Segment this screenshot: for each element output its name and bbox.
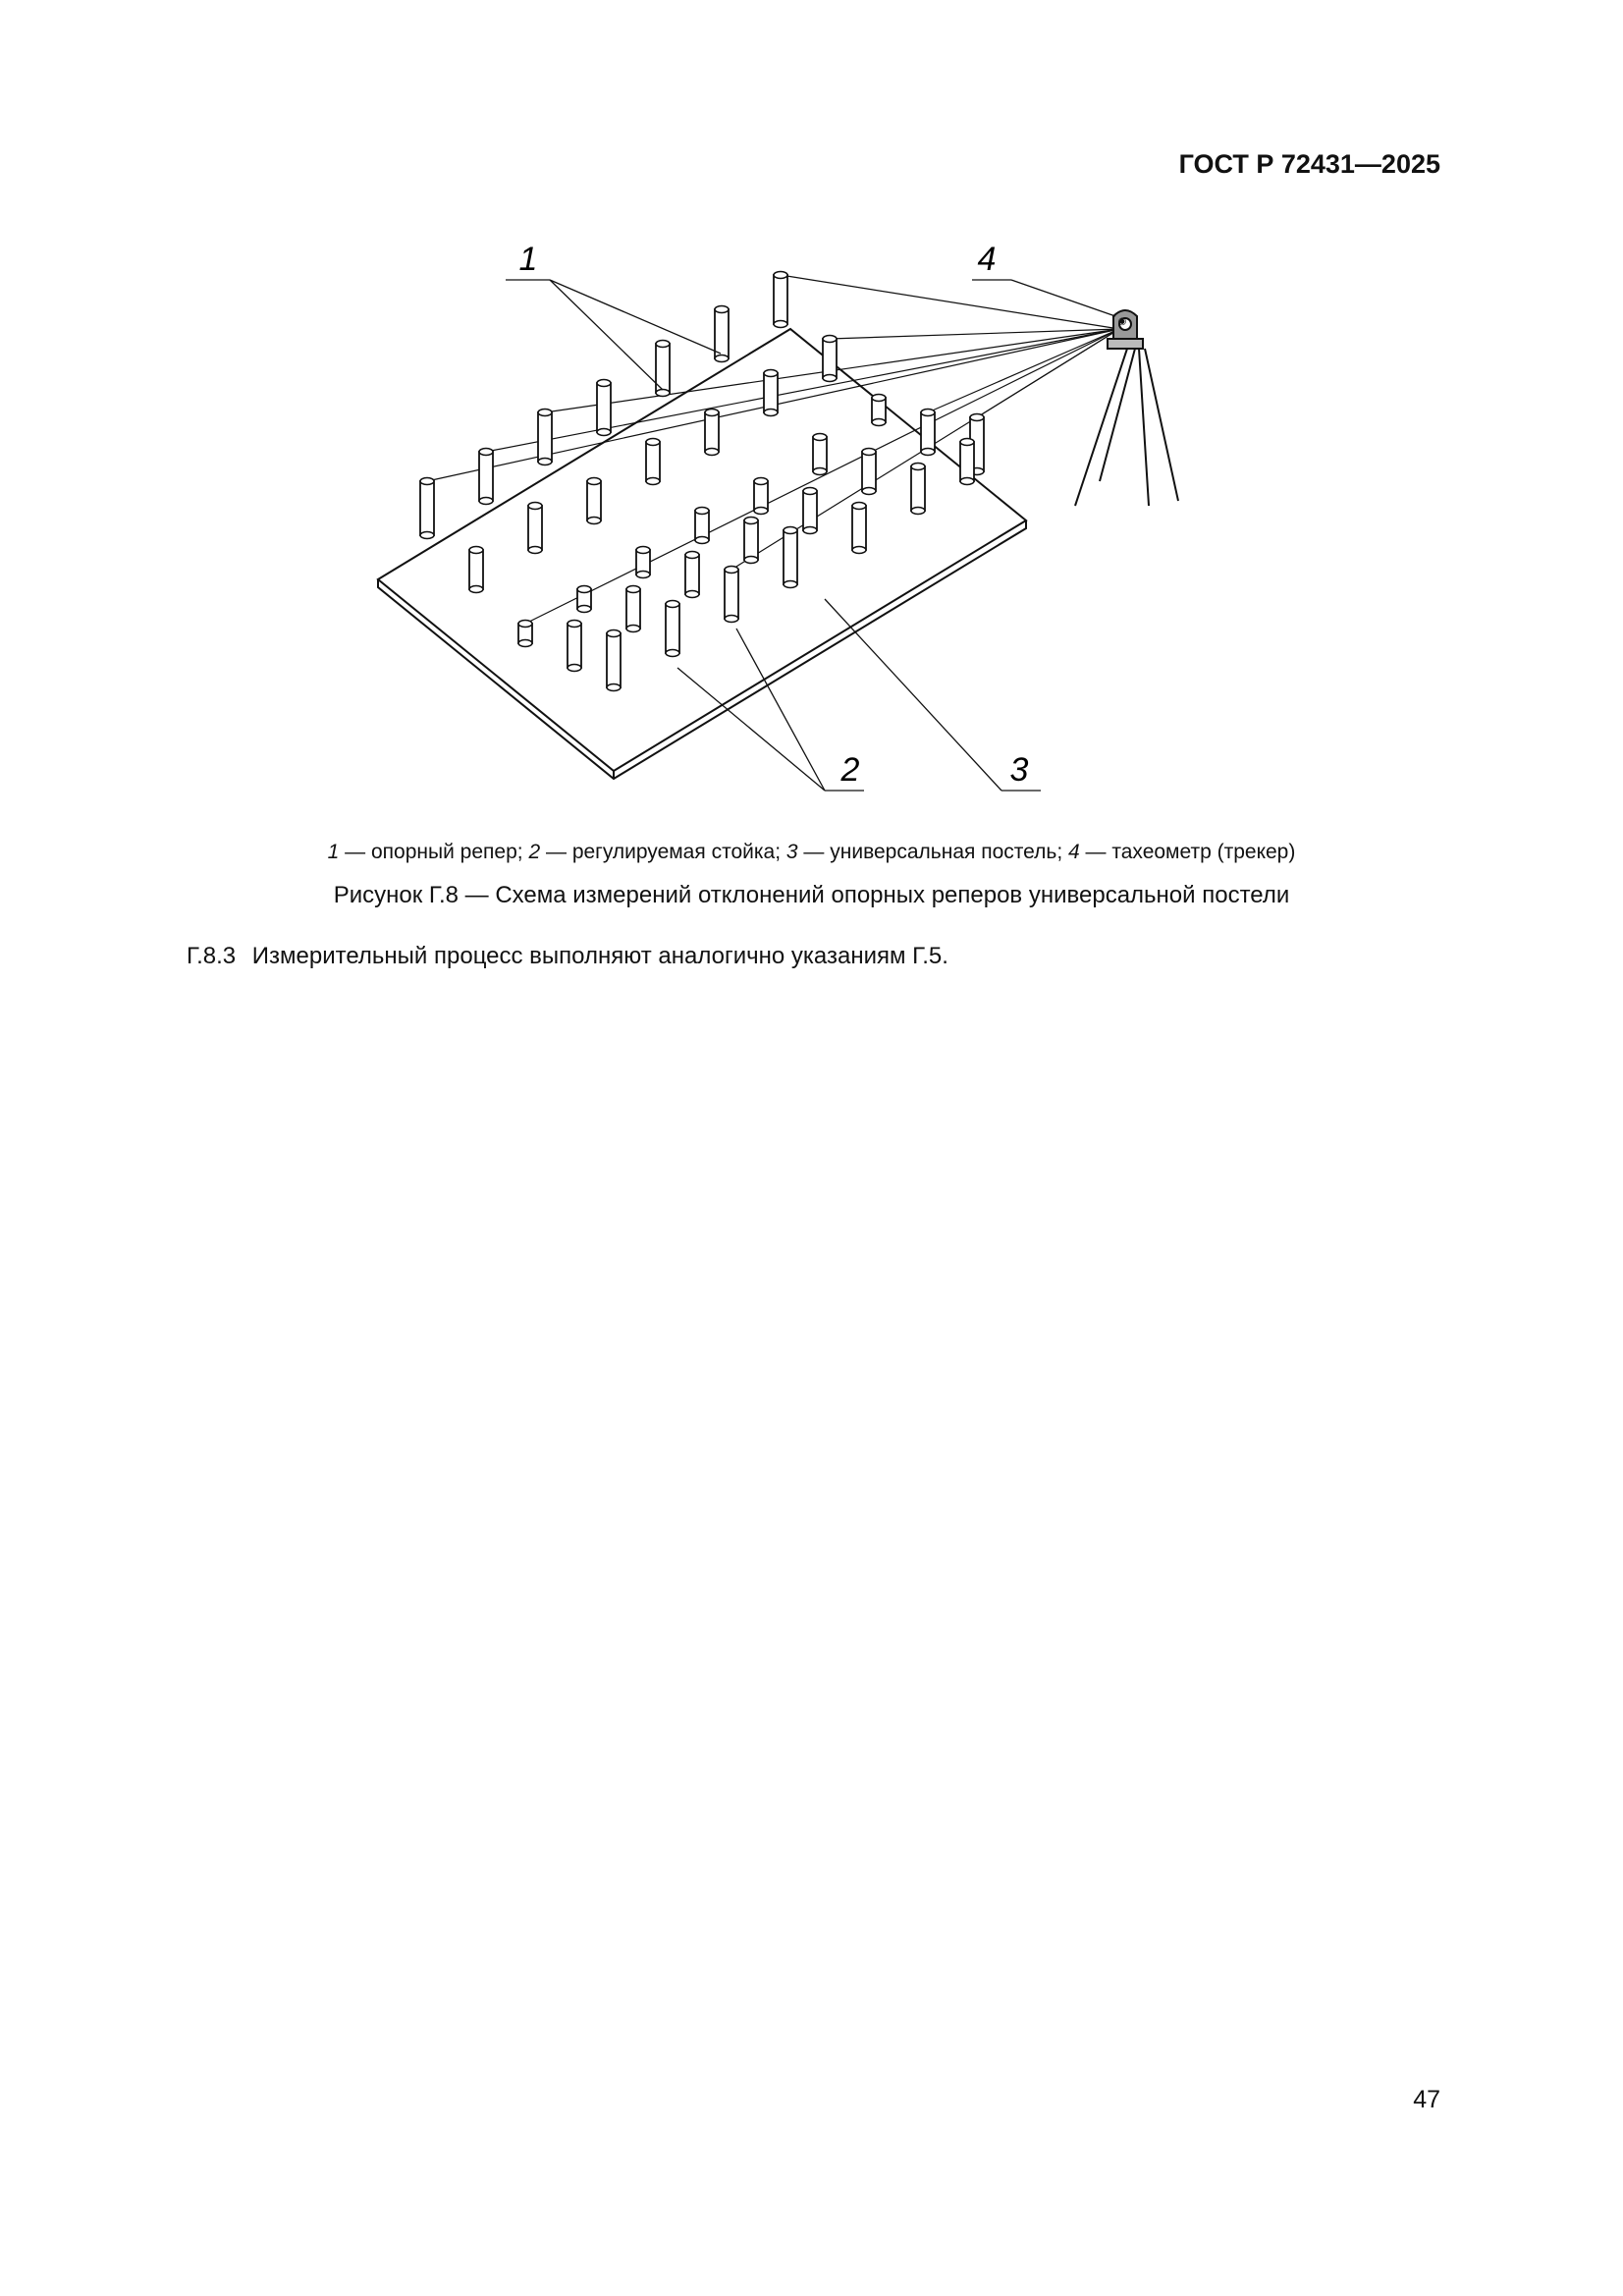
pillar [813, 434, 827, 475]
pillar [803, 488, 817, 534]
pillar [764, 370, 778, 416]
pillar [420, 478, 434, 539]
pillar [862, 449, 876, 495]
pillar [784, 527, 797, 588]
figure-caption: Рисунок Г.8 — Схема измерений отклонений опорных реперов универсальной постели [333, 882, 1290, 908]
pillar [666, 601, 679, 657]
total-station-eye-icon: ◉ [1117, 316, 1127, 327]
pillar [774, 272, 787, 328]
pillar [607, 630, 621, 691]
pillar [754, 478, 768, 515]
legend-num-3: 3 [785, 841, 798, 863]
paragraph-text: Измерительный процесс выполняют аналогично указаниям Г.5. [251, 943, 948, 969]
pillar [479, 449, 493, 505]
legend-text-2: — регулируемая стойка; [545, 841, 782, 863]
legend-text-3: — универсальная постель; [803, 841, 1063, 863]
legend-num-1: 1 [327, 841, 340, 863]
pillar [469, 547, 483, 593]
legend-num-4: 4 [1068, 841, 1080, 863]
paragraph-number: Г.8.3 [187, 943, 237, 969]
figure-legend [0, 841, 1623, 864]
pillar [587, 478, 601, 524]
pillar [921, 410, 935, 456]
pillar [518, 621, 532, 647]
measurement-scheme-figure [363, 236, 1127, 815]
callout-1: 1 [518, 241, 538, 278]
pillar [626, 586, 640, 632]
pillar [823, 336, 837, 382]
pillar [685, 552, 699, 598]
sight-line [781, 275, 1119, 329]
sight-line [928, 329, 1119, 412]
pillar [715, 306, 729, 362]
pillar [577, 586, 591, 613]
pillar [960, 439, 974, 485]
pillar [646, 439, 660, 485]
pillar [872, 395, 886, 426]
page-number: 47 [1413, 2086, 1440, 2113]
pillar [852, 503, 866, 554]
pillar [744, 518, 758, 564]
callout-3: 3 [1009, 751, 1029, 789]
paragraph [187, 943, 948, 970]
pillar [695, 508, 709, 544]
pillar [911, 464, 925, 515]
pillar [636, 547, 650, 578]
document-designation: ГОСТ Р 72431—2025 [1178, 149, 1440, 179]
pillar [725, 567, 738, 623]
legend-num-2: 2 [528, 841, 541, 863]
total-station-tripod [1075, 310, 1178, 506]
callout-4: 4 [977, 241, 997, 278]
legend-text-1: — опорный репер; [345, 841, 523, 863]
callout-2: 2 [840, 751, 860, 789]
legend-text-4: — тахеометр (трекер) [1085, 841, 1296, 863]
pillar [597, 380, 611, 436]
pillar [568, 621, 581, 672]
pillar [538, 410, 552, 465]
pillar [528, 503, 542, 554]
pillar [656, 341, 670, 397]
pillar [705, 410, 719, 456]
